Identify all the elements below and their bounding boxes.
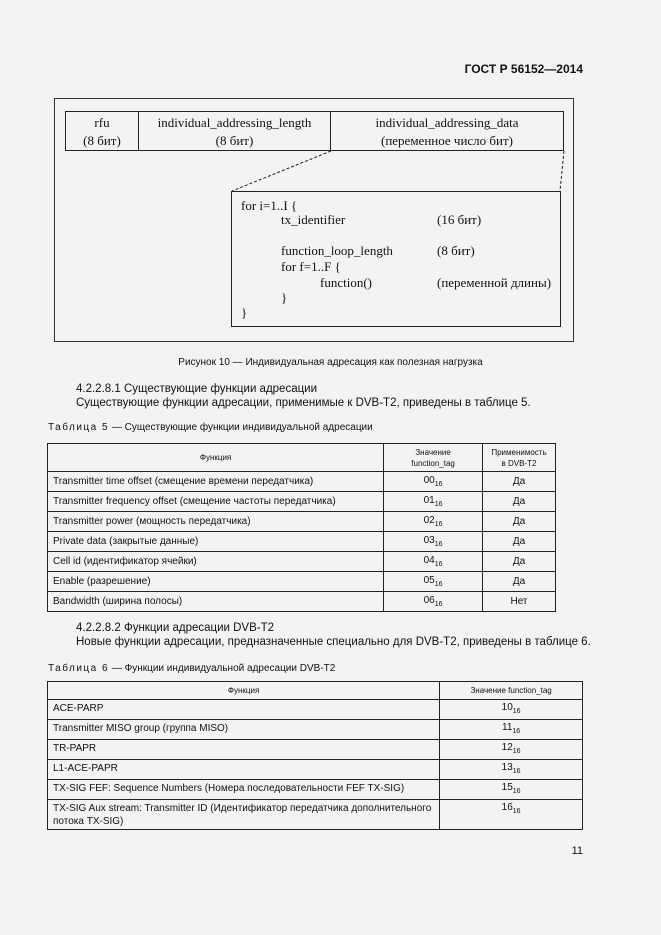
table-title: — Существующие функции индивидуальной адресации (109, 422, 373, 433)
cell-function-tag: $11_{16}$ (440, 720, 583, 740)
cell-function: Transmitter time offset (смещение времени передатчика) (48, 472, 384, 492)
cell-function: L1-ACE-PAPR (48, 760, 440, 780)
figure-caption: Рисунок 10 — Индивидуальная адресация как полезная нагрузка (178, 357, 483, 368)
table-row (48, 492, 556, 512)
function-size: (переменной длины) (437, 275, 552, 290)
table-row (48, 552, 556, 572)
page-number: 11 (571, 845, 583, 857)
header-applicability: Применимость в DVB-T2 (483, 444, 556, 472)
cell-function-tag: $03_{16}$ (384, 532, 483, 552)
table-row (48, 740, 583, 760)
document-header: ГОСТ Р 56152—2014 (464, 62, 583, 76)
cell-function-tag: $16_{16}$ (440, 800, 583, 830)
tx-identifier: tx_identifier (281, 212, 346, 227)
function-loop-length: function_loop_length (281, 243, 393, 258)
cell-function-tag: $05_{16}$ (384, 572, 483, 592)
table-row (48, 592, 556, 612)
cell-function-tag: $13_{16}$ (440, 760, 583, 780)
table-row (48, 760, 583, 780)
field-size: (переменное число бит) (381, 133, 513, 148)
cell-applicability: Да (483, 472, 556, 492)
header-function-tag: Значение function_tag (440, 682, 583, 700)
table-row (48, 472, 556, 492)
loop-structure (231, 191, 561, 327)
inner-loop-close: } (281, 290, 288, 305)
cell-applicability: Да (483, 492, 556, 512)
cell-applicability: Да (483, 572, 556, 592)
section-text-2: Новые функции адресации, предназначенные специально для DVB-T2, приведены в таблице 6. (76, 636, 591, 648)
cell-function: Cell id (идентификатор ячейки) (48, 552, 384, 572)
table-row (48, 720, 583, 740)
table-label: Таблица 5 (48, 422, 110, 433)
outer-loop-close: } (241, 305, 248, 320)
section-text-1: Существующие функции адресации, применимые к DVB-T2, приведены в таблице 5. (76, 397, 531, 409)
header-function-tag: Значение function_tag (384, 444, 483, 472)
cell-function-tag: $00_{16}$ (384, 472, 483, 492)
cell-function-tag: $06_{16}$ (384, 592, 483, 612)
cell-applicability: Да (483, 532, 556, 552)
field-name: individual_addressing_data (375, 115, 519, 130)
cell-function: TX-SIG Aux stream: Transmitter ID (Идентификатор передатчика дополнительного потока TX-SIG) (48, 800, 440, 830)
cell-applicability: Да (483, 552, 556, 572)
table-label: Таблица 6 (48, 663, 110, 674)
cell-function: Transmitter frequency offset (смещение частоты передатчика) (48, 492, 384, 512)
field-size: (8 бит) (215, 133, 254, 148)
table-row (48, 572, 556, 592)
cell-function-tag: $04_{16}$ (384, 552, 483, 572)
cell-function-tag: $01_{16}$ (384, 492, 483, 512)
function-call: function() (320, 275, 372, 290)
table-6 (47, 681, 583, 830)
table-5 (47, 443, 556, 612)
field-size: (8 бит) (83, 133, 121, 148)
table-6-caption (48, 663, 335, 674)
cell-applicability: Нет (483, 592, 556, 612)
cell-function-tag: $02_{16}$ (384, 512, 483, 532)
table-5-caption (48, 422, 373, 433)
header-function: Функция (48, 444, 384, 472)
cell-function-tag: $15_{16}$ (440, 780, 583, 800)
header-function: Функция (48, 682, 440, 700)
table-row (48, 700, 583, 720)
figure-10 (54, 98, 574, 342)
for-i-line: for i=1..I { (241, 198, 298, 213)
field-name: rfu (94, 115, 110, 130)
cell-function: Enable (разрешение) (48, 572, 384, 592)
cell-function-tag: $10_{16}$ (440, 700, 583, 720)
table-header-row (48, 682, 583, 700)
for-f-line: for f=1..F { (281, 259, 341, 274)
table-header-row (48, 444, 556, 472)
cell-function: TX-SIG FEF: Sequence Numbers (Номера последовательности FEF TX-SIG) (48, 780, 440, 800)
cell-function: ACE-PARP (48, 700, 440, 720)
table-row (48, 800, 583, 830)
function-loop-length-size: (8 бит) (437, 243, 475, 258)
table-row (48, 780, 583, 800)
table-row (48, 512, 556, 532)
cell-function: Private data (закрытые данные) (48, 532, 384, 552)
section-heading-2: 4.2.2.8.2 Функции адресации DVB-T2 (76, 622, 275, 634)
section-heading-1: 4.2.2.8.1 Существующие функции адресации (76, 383, 318, 395)
cell-function: TR-PAPR (48, 740, 440, 760)
cell-applicability: Да (483, 512, 556, 532)
cell-function: Transmitter power (мощность передатчика) (48, 512, 384, 532)
table-title: — Функции индивидуальной адресации DVB-T2 (109, 663, 336, 674)
cell-function: Transmitter MISO group (группа MISO) (48, 720, 440, 740)
cell-function-tag: $12_{16}$ (440, 740, 583, 760)
tx-identifier-size: (16 бит) (437, 212, 482, 227)
cell-function: Bandwidth (ширина полосы) (48, 592, 384, 612)
field-name: individual_addressing_length (157, 115, 312, 130)
table-row (48, 532, 556, 552)
